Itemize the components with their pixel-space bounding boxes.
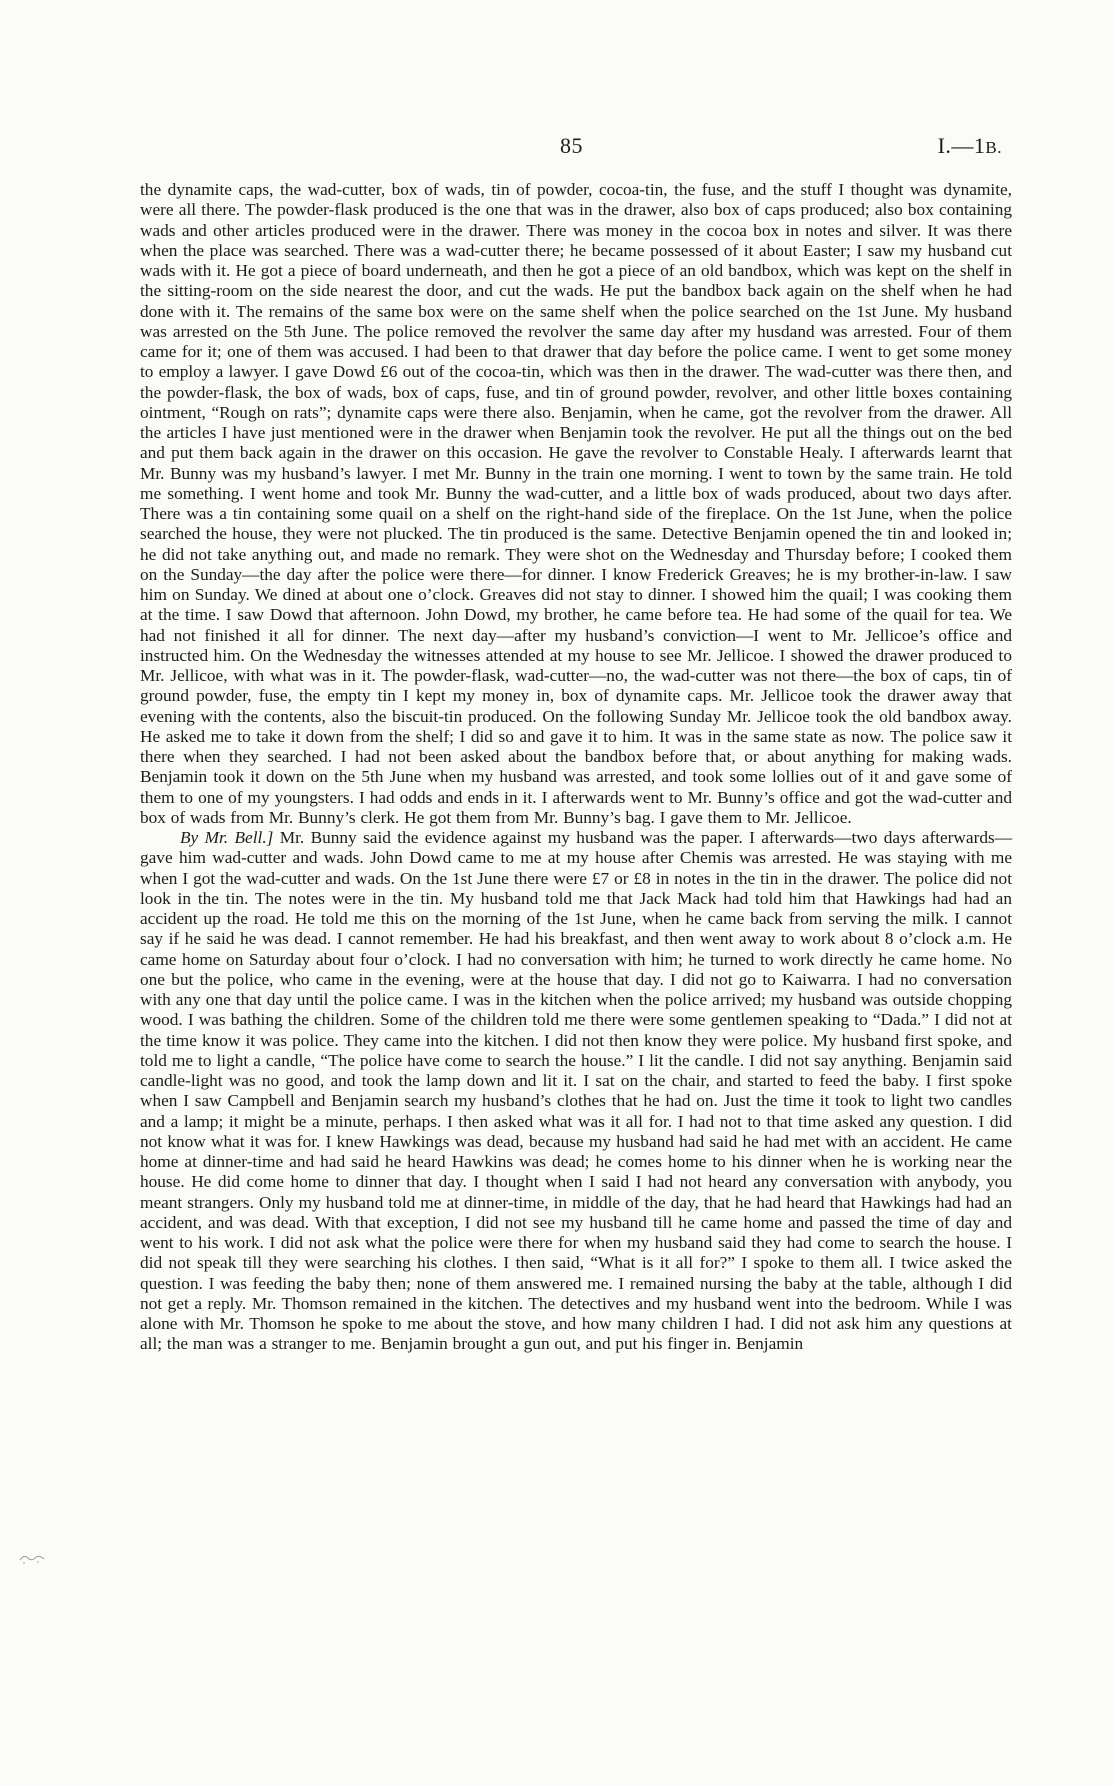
margin-mark (18, 1548, 48, 1568)
examiner-label: By Mr. Bell.] (180, 828, 274, 847)
paragraph-2 (140, 828, 1012, 1355)
document-code-suffix: B. (985, 138, 1002, 157)
paragraph-1 (140, 180, 1012, 828)
page-number: 85 (560, 133, 583, 158)
testimony-body (140, 180, 1012, 1355)
page-header (0, 133, 1114, 163)
document-code-main: I.—1 (937, 133, 986, 158)
document-code (938, 133, 1002, 159)
paragraph-1-text: the dynamite caps, the wad-cutter, box of wads, tin of powder, cocoa-tin, the fuse, and the stuff I thought was dynamite, were all there. The powder-flask produced is the one that was in the drawer, also box of caps produced; also box containing wads and other articles produced were in the drawer. There was money in the cocoa box in notes and silver. It was there when the place was searched. There was a wad-cutter there; he became possessed of it about Easter; I saw my husband cut wads with it. He got a piece of board underneath, and then he got a piece of an old bandbox, which was kept on the shelf in the sitting-room on the side nearest the door, and cut the wads. He put the bandbox back again on the shelf when he had done with it. The remains of the same box were on the same shelf when the police searched on the 1st June. My husband was arrested on the 5th June. The police removed the revolver the same day after my husdand was arrested. Four of them came for it; one of them was accused. I had been to that drawer that day before the police came. I went to get some money to employ a lawyer. I gave Dowd £6 out of the cocoa-tin, which was then in the drawer. The wad-cutter was there then, and the powder-flask, the box of wads, box of caps, fuse, and tin of ground powder, revolver, and other little boxes containing ointment, “Rough on rats”; dynamite caps were there also. Benjamin, when he came, got the revolver from the drawer. All the articles I have just mentioned were in the drawer when Benjamin took the revolver. He put all the things out on the bed and put them back again in the drawer on this occasion. He gave the revolver to Constable Healy. I afterwards learnt that Mr. Bunny was my husband’s lawyer. I met Mr. Bunny in the train one morning. I went to town by the same train. He told me something. I went home and took Mr. Bunny the wad-cutter, and a little box of wads produced, about two days after. There was a tin containing some quail on a shelf on the right-hand side of the fireplace. On the 1st June, when the police searched the house, they were not plucked. The tin produced is the same. Detective Benjamin opened the tin and looked in; he did not take anything out, and made no remark. They were shot on the Wednesday and Thursday before; I cooked them on the Sunday—the day after the police were there—for dinner. I know Frederick Greaves; he is my brother-in-law. I saw him on Sunday. We dined at about one o’clock. Greaves did not stay to dinner. I showed him the quail; I was cooking them at the time. I saw Dowd that afternoon. John Dowd, my brother, he came before tea. He had some of the quail for tea. We had not finished it all for dinner. The next day—after my husband’s conviction—I went to Mr. Jellicoe’s office and instructed him. On the Wednesday the witnesses attended at my house to see Mr. Jellicoe. I showed the drawer produced to Mr. Jellicoe, with what was in it. The powder-flask, wad-cutter—no, the wad-cutter was not there—the box of caps, tin of ground powder, fuse, the empty tin I kept my money in, box of dynamite caps. Mr. Jellicoe took the drawer away that evening with the contents, also the biscuit-tin produced. On the following Sunday Mr. Jellicoe took the old bandbox away. He asked me to take it down from the shelf; I did so and gave it to him. It was in the same state as now. The police saw it there when they searched. I had not been asked about the bandbox before that, or about anything for making wads. Benjamin took it down on the 5th June when my husband was arrested, and took some lollies out of it and gave some of them to one of my youngsters. I had odds and ends in it. I afterwards went to Mr. Bunny’s office and got the wad-cutter and box of wads from Mr. Bunny’s clerk. He got them from Mr. Bunny’s bag. I gave them to Mr. Jellicoe. (140, 180, 1012, 827)
paragraph-2-text: Mr. Bunny said the evidence against my husband was the paper. I afterwards—two days afterwards—gave him wad-cutter and wads. John Dowd came to me at my house after Chemis was arrested. He was staying with me when I got the wad-cutter and wads. On the 1st June there were £7 or £8 in notes in the tin in the drawer. The police did not look in the tin. The notes were in the tin. My husband told me that Jack Mack had told him that Hawkings had had an accident up the road. He told me this on the morning of the 1st June, when he came back from serving the milk. I cannot say if he said he was dead. I cannot remember. He had his breakfast, and then went away to work about 8 o’clock a.m. He came home on Saturday about four o’clock. I had no conversation with him; he turned to work directly he came home. No one but the police, who came in the evening, were at the house that day. I did not go to Kaiwarra. I had no conversation with any one that day until the police came. I was in the kitchen when the police arrived; my husband was outside chopping wood. I was bathing the children. Some of the children told me there were some gentlemen speaking to “Dada.” I did not at the time know it was police. They came into the kitchen. I did not then know they were police. My husband first spoke, and told me to light a candle, “The police have come to search the house.” I lit the candle. I did not say anything. Benjamin said candle-light was no good, and took the lamp down and lit it. I sat on the chair, and started to feed the baby. I first spoke when I saw Campbell and Benjamin search my husband’s clothes that he had on. Just the time it took to light two candles and a lamp; it might be a minute, perhaps. I then asked what was it all for. I had not to that time asked any question. I did not know what it was for. I knew Hawkings was dead, because my husband had said he had met with an accident. He came home at dinner-time and had said he heard Hawkins was dead; he comes home to his dinner when he is working near the house. He did come home to dinner that day. I thought when I said I had not heard any conversation with anybody, you meant strangers. Only my husband told me at dinner-time, in middle of the day, that he had heard that Hawkings had had an accident, and was dead. With that exception, I did not see my husband till he came home and passed the time of day and went to his work. I did not ask what the police were there for when my husband said they had come to search the house. I did not speak till they were searching his clothes. I then said, “What is it all for?” I spoke to them all. I twice asked the question. I was feeding the baby then; none of them answered me. I remained nursing the baby at the table, although I did not get a reply. Mr. Thomson remained in the kitchen. The detectives and my husband went into the bedroom. While I was alone with Mr. Thomson he spoke to me about the stove, and how many children I had. I did not ask him any questions at all; the man was a stranger to me. Benjamin brought a gun out, and put his finger in. Benjamin (140, 828, 1012, 1354)
